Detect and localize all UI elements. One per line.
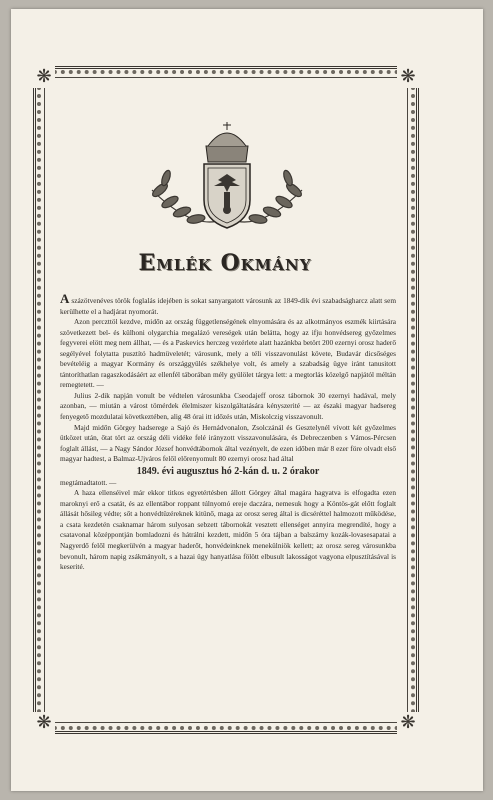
paragraph: A haza ellenséivel már ekkor titkos egyetértésben állott Görgey által magára hagyatva is elfogadta ezen maroknyi erő a csatát, és az ellentábor roppant túlnyomó ereje daczára, nemesuk hogy a Köntös-gát előtt foglalt állását hősileg védte; sőt a honvédtüzéreknek kitünő, maga az orosz sereg által is dicséréttel halmozott működése, a csata kezdetén csaknamar három sulyosan sebzett tábornokát vesztett ellenséget annyira megrendíté, hogy a csatavonal középpontján bomladozni és hátrálni kezdett, midőn 5 óra tájban a balszárny kozák-lovasesapatai a Nagyerdő felől megkerülvén a magyar haderőt, honvédeinknek menekülniök kellett; az orosz sereg városunkba bevonult, három napig zsákmányolt, s a hazai ügy hanyatlása fölött elbusult lakosságot vagyona elpusztításával is keserité. xyxy=(60,488,396,572)
document-body xyxy=(60,291,396,714)
paragraph: Azon perczttöl kezdve, midőn az ország függetlenségének elnyomására és az alkotmányos eszmék kiirtására szövetkezett bel- és külhoni olygarchia megalázó vereségek után belátta, hogy az ifju honvédsereg győzelmes fegyverei elött meg nem állhat, — és a Paskevics herczeg vezérlete alatt hazánkba betört 200 ezernyi orosz haderő segélyével folytatta pusztító hadmüveletét; városunk, mely a téli visszavonulást követe, Budavár dicsőséges bevételéig a magyar Kormány és országgyülés székhelye volt, és amely a szabadság ügye iránt tanusitott tántoríthatlan ragaszkodásáért az ellenfél táborában mély gyülölet tárgya lett: a megtorlás közelgő napjától méltán remegtetett. — xyxy=(60,317,396,390)
corner-ornament-bottom-right: ❋ xyxy=(397,712,419,734)
paragraph: Julius 2-dik napján vonult be védtelen városunkba Cseodajeff orosz tábornok 30 ezernyi hadával, mely azonban, — miután a várost tömérdek élelmiszer kiszolgáltatására kényszerité — az északi magyar hadsereg fenyegető mozdulatai következtében, alig 48 órai itt időzés után, Miskolczig visszavonult. xyxy=(60,390,396,422)
paragraph: megtámadtatott. — xyxy=(60,477,117,487)
paragraph: A százötvenéves török foglalás idejében is sokat sanyargatott városunk az 1849-dik évi szabadságharcz alatt sem kerülhette el a hadjárat nyomorát. xyxy=(60,291,396,316)
corner-ornament-top-left: ❋ xyxy=(33,66,55,88)
corner-ornament-bottom-left: ❋ xyxy=(33,712,55,734)
coat-of-arms-emblem xyxy=(122,120,332,238)
document-title: Emlék Okmány xyxy=(138,250,312,276)
corner-ornament-top-right: ❋ xyxy=(397,66,419,88)
paragraph: Majd midőn Görgey hadserege a Sajó és Hernádvonalon, Zsolczánál és Gesztelynél vívott két győzelmes ütközet után, őtat tört az ország déli vidéke felé irányzott visszavonulására, és Debreczenben s Vámos-Pércsen foglalt állást, — a Nagy Sándor József honvédtábornok által vezényelt, de ezen időben már 8 ezer före olvadt első magyar hadtest, a Balmaz-Ujváros felől előrenyomult 80 ezernyi orosz had által xyxy=(60,422,396,464)
date-line: 1849. évi augusztus hó 2-kán d. u. 2 órakor xyxy=(136,465,320,477)
